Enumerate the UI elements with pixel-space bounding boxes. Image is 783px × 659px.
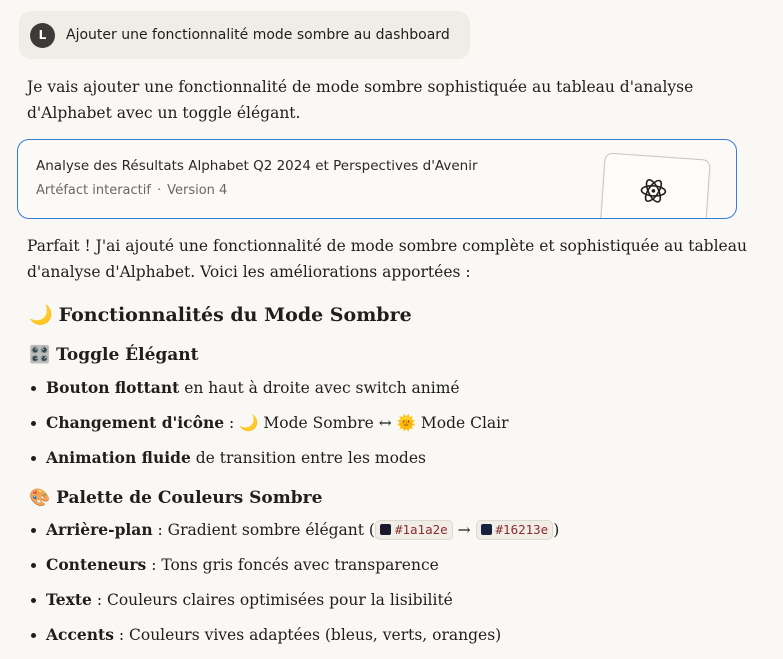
- list-item-text: ): [553, 521, 560, 539]
- list-item: [27, 554, 747, 589]
- palette-section-heading: [29, 488, 322, 508]
- section-title-text: Fonctionnalités du Mode Sombre: [58, 304, 412, 326]
- arrow-text: →: [452, 521, 476, 539]
- list-item-bold: Conteneurs: [46, 555, 147, 574]
- artifact-version: Version 4: [167, 183, 228, 198]
- color-swatch: [481, 524, 492, 535]
- palette-section-title: Palette de Couleurs Sombre: [56, 488, 323, 508]
- list-item-text: Mode Sombre ↔: [258, 414, 397, 432]
- color-code-chip: [375, 520, 453, 540]
- list-item: [27, 624, 747, 659]
- list-item-bold: Texte: [46, 590, 92, 609]
- toggle-feature-list: [27, 377, 747, 482]
- assistant-reply-intro: Parfait ! J'ai ajouté une fonctionnalité de mode sombre complète et sophistiquée au tableau d'analyse d'Alphabet. Voici les améliorations apportées :: [27, 237, 747, 281]
- palette-icon: 🎨: [29, 488, 51, 508]
- moon-icon: 🌙: [29, 304, 53, 326]
- list-item-bold: Accents: [46, 625, 114, 644]
- moon-icon: 🌙: [239, 414, 259, 432]
- atom-icon: [638, 176, 668, 206]
- sun-icon: 🌞: [396, 414, 416, 432]
- list-item-text: en haut à droite avec switch animé: [179, 379, 460, 397]
- color-code: #16213e: [495, 521, 549, 537]
- list-item-text: Mode Clair: [415, 414, 509, 432]
- user-message: [19, 11, 470, 59]
- list-item-text: de transition entre les modes: [190, 449, 426, 467]
- list-item-bold: Bouton flottant: [46, 378, 180, 397]
- list-item: [27, 447, 747, 482]
- artifact-type: Artéfact interactif: [36, 183, 151, 198]
- user-message-text: Ajouter une fonctionnalité mode sombre au dashboard: [66, 27, 450, 43]
- list-item-text: : Couleurs vives adaptées (bleus, verts, oranges): [113, 626, 502, 644]
- list-item-text: : Gradient sombre élégant (: [152, 521, 375, 539]
- list-item-text: : Couleurs claires optimisées pour la lisibilité: [91, 591, 453, 609]
- artifact-title: Analyse des Résultats Alphabet Q2 2024 et Perspectives d'Avenir: [36, 158, 478, 174]
- color-code: #1a1a2e: [394, 521, 448, 537]
- control-knobs-icon: 🎛️: [29, 345, 51, 365]
- section-title: [29, 303, 412, 326]
- palette-feature-list: [27, 519, 747, 659]
- list-item-bold: Animation fluide: [46, 448, 191, 467]
- assistant-intro: Je vais ajouter une fonctionnalité de mode sombre sophistiquée au tableau d'analyse d'Alphabet avec un toggle élégant.: [27, 78, 694, 122]
- artifact-card[interactable]: [17, 139, 737, 219]
- artifact-thumbnail[interactable]: [599, 152, 710, 219]
- artifact-separator: ·: [156, 183, 162, 198]
- artifact-meta: [36, 183, 227, 198]
- list-item-bold: Changement d'icône: [46, 413, 225, 432]
- toggle-section-title: Toggle Élégant: [56, 345, 199, 365]
- toggle-section-heading: [29, 345, 199, 365]
- list-item-text: :: [224, 414, 240, 432]
- color-swatch: [380, 524, 391, 535]
- avatar: L: [30, 23, 55, 48]
- list-item-text: : Tons gris foncés avec transparence: [146, 556, 439, 574]
- list-item: [27, 589, 747, 624]
- list-item: [27, 412, 747, 447]
- list-item: [27, 377, 747, 412]
- list-item-bold: Arrière-plan: [46, 520, 153, 539]
- list-item: [27, 519, 747, 554]
- color-code-chip: [476, 520, 554, 540]
